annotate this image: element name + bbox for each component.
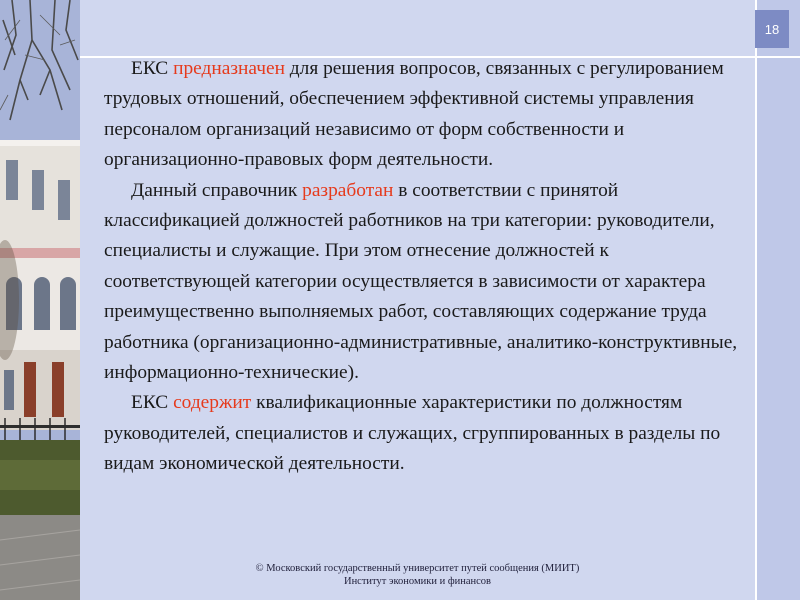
paragraph-3-rest: квалификационные характеристики по должностям руководителей, специалистов и служащих, сгруппированных в разделы по видам экономической деятельности. [104,392,721,475]
slide-body [104,54,750,480]
paragraph-3 [104,388,750,479]
paragraph-1-start: ЕКС [131,58,174,79]
accent-column [755,0,800,600]
paragraph-3-highlight: содержит [173,392,252,414]
footer-institute: Институт экономики и финансов [343,575,492,587]
page-number-label: 18 [764,21,780,37]
paragraph-2 [104,176,750,389]
vertical-divider [755,0,757,600]
paragraph-1-rest: для решения вопросов, связанных с регулированием трудовых отношений, обеспечением эффективной системы управления персоналом организаций независимо от форм собственности и организационно-правовых форм деятельности. [104,58,724,171]
page-number [755,10,789,48]
paragraph-1-highlight: предназначен [173,58,285,79]
paragraph-3-start: ЕКС [131,392,174,414]
footer-copyright: © Московский государственный университет путей сообщения (МИИТ) [255,563,580,574]
paragraph-2-start: Данный справочник [131,179,303,201]
paragraph-2-rest: в соответствии с принятой классификацией должностей работников на три категории: руководители, специалисты и служащие. При этом отнесение должностей к соответствующей категории осуществляется в зависимости от характера преимущественно выполняемых работ, составляющих содержание труда работника (организационно-административные, аналитико-конструктивные, информационно-технические). [104,179,738,384]
footer [80,563,755,588]
building-photo [0,0,80,600]
paragraph-1 [104,54,750,176]
building-photo-icon [0,0,80,600]
paragraph-2-highlight: разработан [302,179,394,201]
